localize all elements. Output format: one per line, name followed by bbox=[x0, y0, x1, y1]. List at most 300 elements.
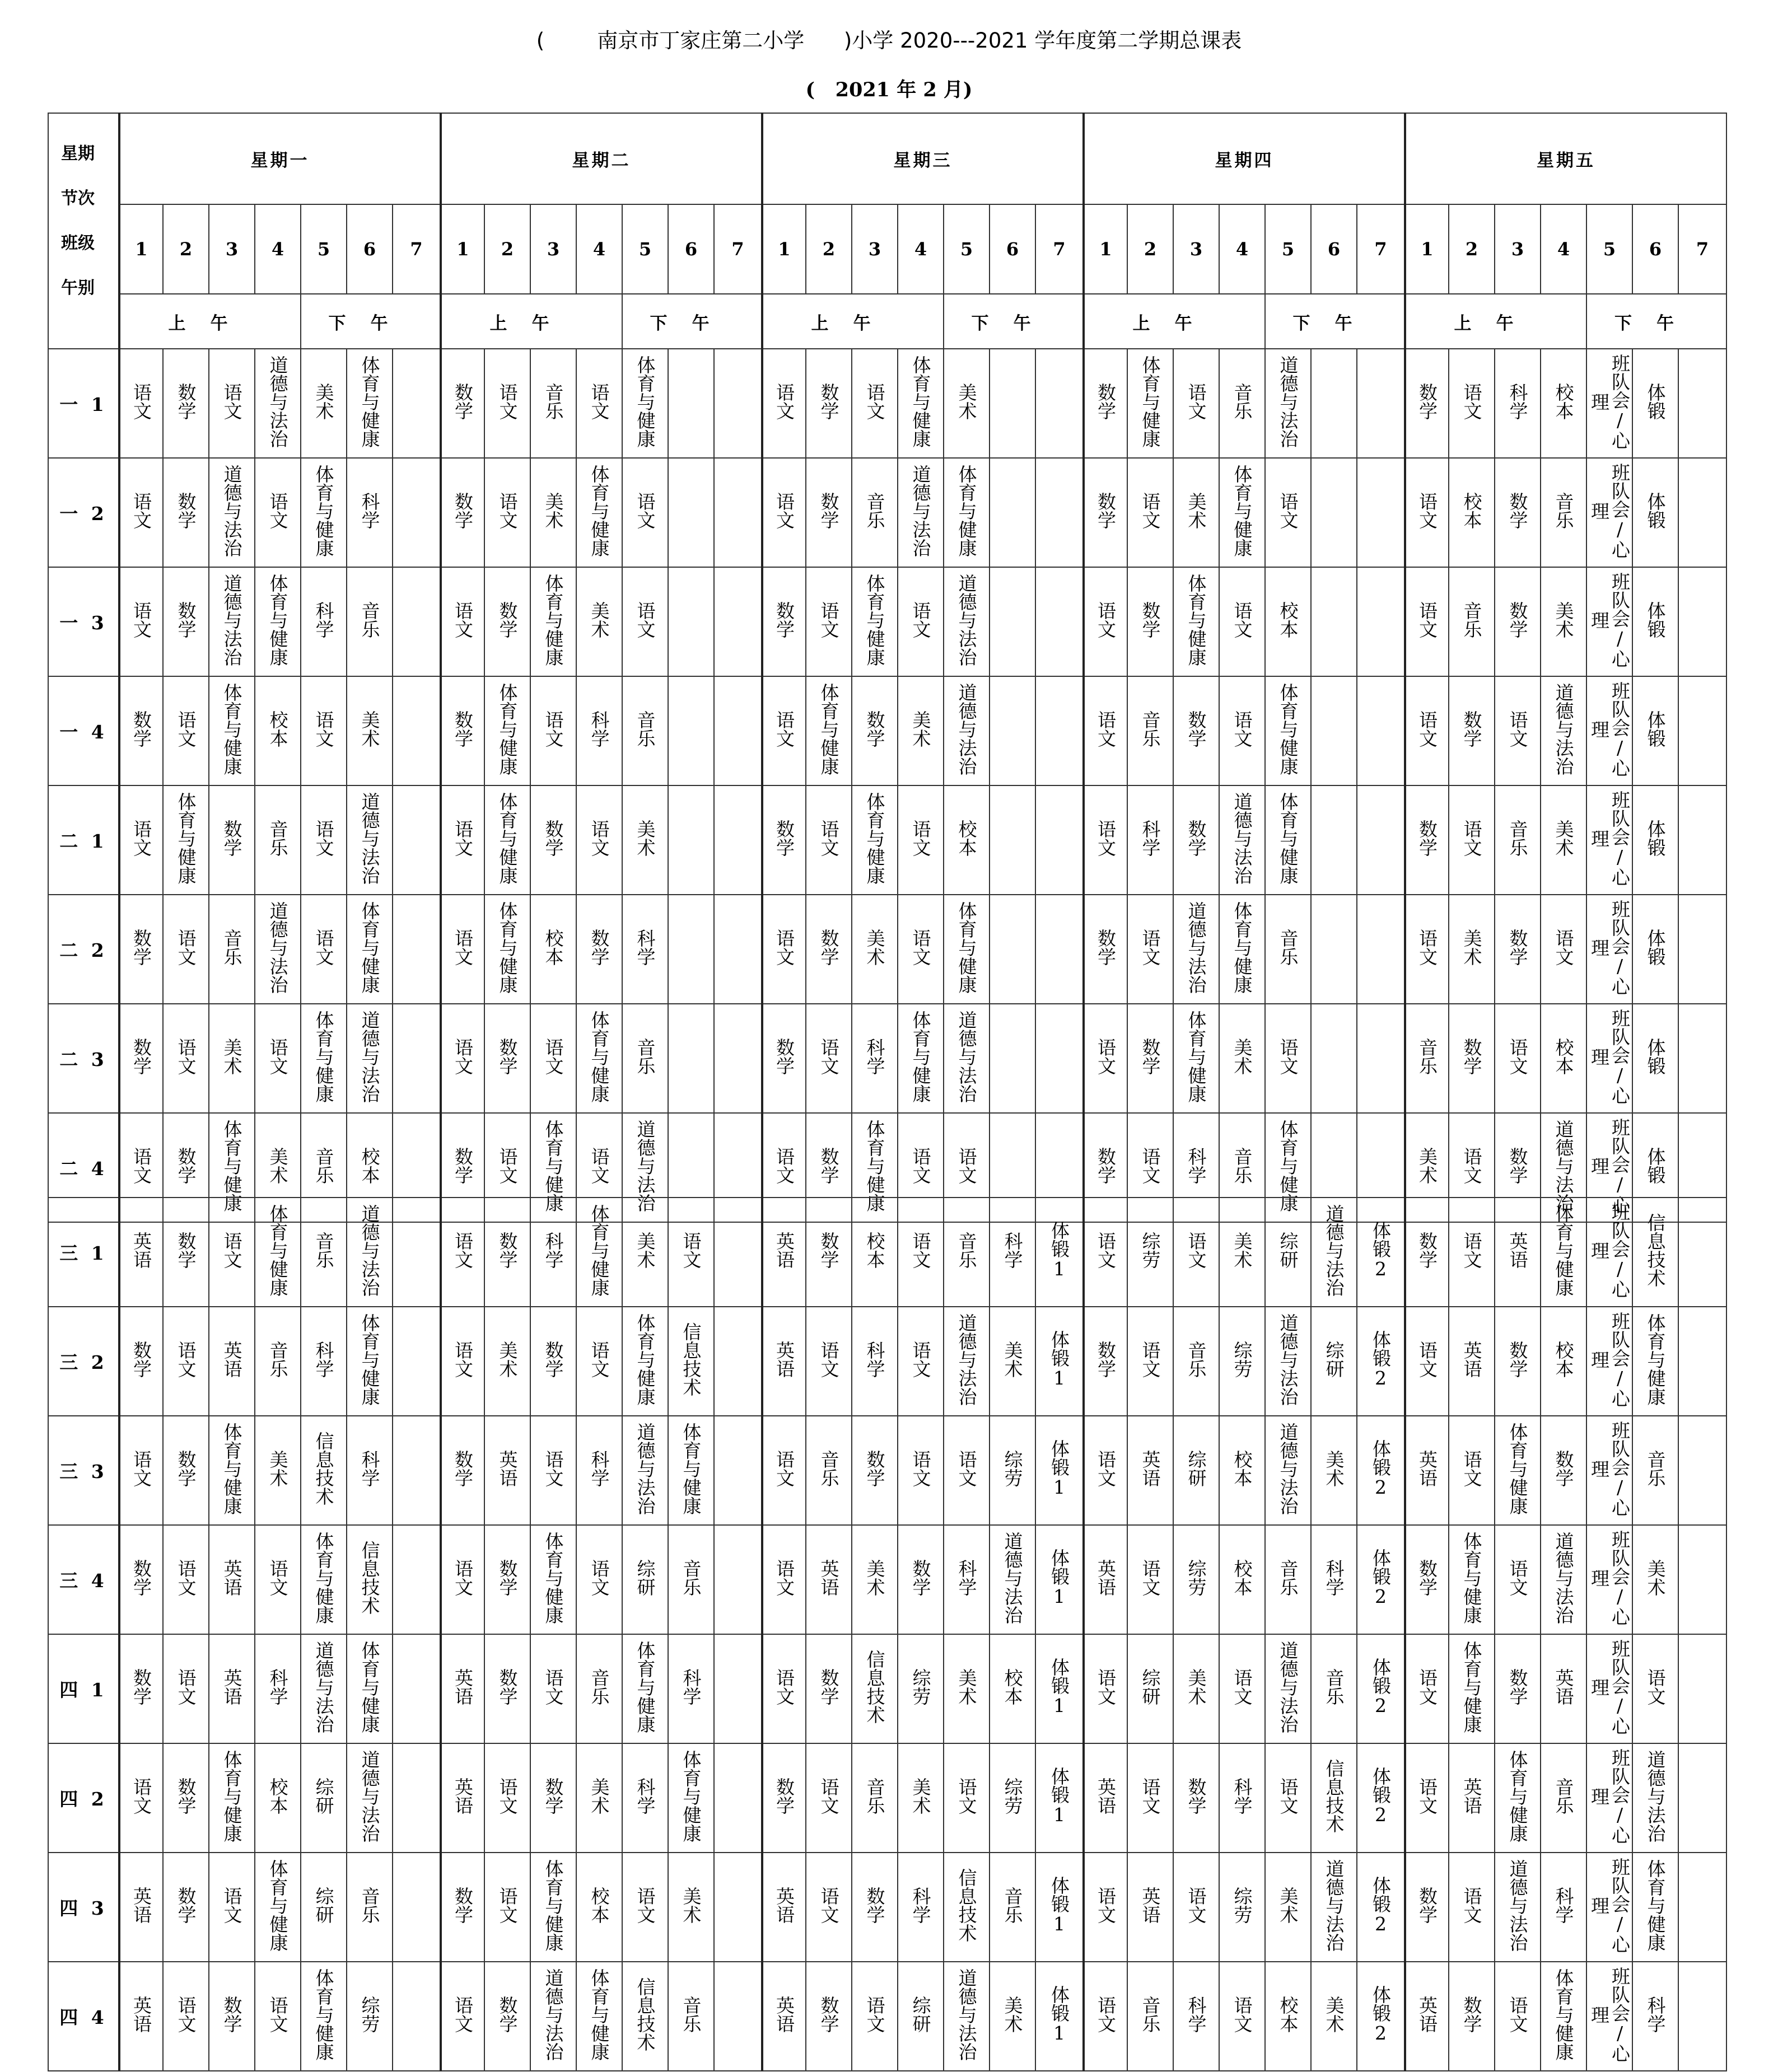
lesson-subject: 综研 bbox=[909, 1996, 932, 2033]
lesson-subject: 数学 bbox=[818, 929, 840, 966]
lesson-cell bbox=[347, 1198, 393, 1307]
lesson-cell bbox=[1173, 1853, 1219, 1962]
lesson-cell bbox=[1405, 1525, 1449, 1634]
lesson-subject: 体锻 bbox=[1644, 1147, 1667, 1184]
lesson-cell bbox=[806, 1525, 852, 1634]
lesson-subject: 道德与法治 bbox=[358, 1204, 381, 1297]
lesson-cell bbox=[898, 895, 944, 1004]
lesson-subject: 校本 bbox=[1552, 1341, 1575, 1378]
lesson-subject: 班队会/心理 bbox=[1588, 1008, 1631, 1105]
lesson-subject: 数学 bbox=[1095, 383, 1117, 420]
lesson-subject: 数学 bbox=[818, 492, 840, 529]
lesson-subject: 英语 bbox=[773, 1996, 795, 2033]
class-name: 四 2 bbox=[48, 1743, 119, 1853]
lesson-cell bbox=[852, 458, 898, 567]
lesson-cell bbox=[1541, 676, 1586, 785]
lesson-subject: 科学 bbox=[1323, 1559, 1345, 1596]
lesson-cell bbox=[530, 1962, 576, 2071]
lesson-cell bbox=[1357, 1743, 1405, 1853]
lesson-cell bbox=[530, 1416, 576, 1525]
lesson-subject: 道德与法治 bbox=[312, 1640, 335, 1733]
lesson-subject: 语文 bbox=[588, 383, 610, 420]
lesson-cell bbox=[1084, 1416, 1127, 1525]
lesson-subject: 音乐 bbox=[1552, 1778, 1575, 1814]
lesson-subject: 语文 bbox=[818, 601, 840, 638]
class-name: 四 4 bbox=[48, 1962, 119, 2071]
lesson-cell bbox=[668, 1307, 714, 1416]
lesson-subject: 体育与健康 bbox=[1644, 1859, 1667, 1952]
lesson-subject: 综劳 bbox=[1001, 1778, 1024, 1814]
lesson-subject: 信息技术 bbox=[955, 1868, 978, 1942]
lesson-subject: 英语 bbox=[221, 1668, 243, 1705]
lesson-cell bbox=[441, 1307, 484, 1416]
lesson-cell bbox=[944, 1307, 990, 1416]
lesson-subject: 科学 bbox=[1139, 820, 1161, 857]
lesson-cell bbox=[1311, 1416, 1357, 1525]
lesson-cell bbox=[347, 1004, 393, 1113]
lesson-subject: 语文 bbox=[130, 1147, 152, 1184]
lesson-subject: 数学 bbox=[130, 1559, 152, 1596]
lesson-cell bbox=[576, 1004, 622, 1113]
lesson-subject: 体育与健康 bbox=[680, 1422, 702, 1515]
lesson-cell bbox=[163, 1307, 209, 1416]
halfday-header-row bbox=[48, 294, 1726, 349]
lesson-subject: 体育与健康 bbox=[909, 355, 932, 448]
lesson-cell bbox=[301, 1634, 347, 1743]
lesson-cell bbox=[209, 895, 255, 1004]
corner-label-class: 班级 bbox=[61, 233, 95, 253]
lesson-cell bbox=[622, 458, 668, 567]
lesson-cell bbox=[1035, 1198, 1084, 1307]
lesson-cell bbox=[347, 1853, 393, 1962]
lesson-cell bbox=[1127, 1307, 1173, 1416]
lesson-subject: 语文 bbox=[909, 1147, 932, 1184]
lesson-cell bbox=[484, 1525, 530, 1634]
lesson-subject: 数学 bbox=[130, 1341, 152, 1378]
lesson-subject: 道德与法治 bbox=[1277, 1313, 1299, 1406]
lesson-subject: 语文 bbox=[1095, 1232, 1117, 1269]
lesson-subject: 语文 bbox=[588, 820, 610, 857]
lesson-cell bbox=[944, 1416, 990, 1525]
lesson-subject: 体锻1 bbox=[1048, 1439, 1070, 1498]
lesson-cell bbox=[1357, 1307, 1405, 1416]
lesson-subject: 数学 bbox=[818, 383, 840, 420]
lesson-cell bbox=[1449, 567, 1495, 676]
lesson-subject: 体育与健康 bbox=[1277, 792, 1299, 885]
lesson-subject: 体育与健康 bbox=[496, 901, 519, 994]
lesson-subject: 班队会/心理 bbox=[1588, 1311, 1631, 1407]
lesson-subject: 科学 bbox=[680, 1668, 702, 1705]
lesson-subject: 数学 bbox=[496, 1996, 519, 2033]
lesson-subject: 科学 bbox=[909, 1887, 932, 1924]
lesson-subject: 语文 bbox=[588, 1147, 610, 1184]
lesson-cell bbox=[898, 1853, 944, 1962]
lesson-subject: 语文 bbox=[909, 1450, 932, 1487]
lesson-subject: 班队会/心理 bbox=[1588, 899, 1631, 995]
lesson-subject: 体育与健康 bbox=[542, 573, 564, 666]
period-number: 7 bbox=[1357, 204, 1405, 294]
lesson-cell bbox=[622, 1525, 668, 1634]
period-number: 5 bbox=[944, 204, 990, 294]
lesson-cell bbox=[762, 895, 806, 1004]
lesson-subject: 校本 bbox=[542, 929, 564, 966]
lesson-subject: 美术 bbox=[267, 1147, 289, 1184]
lesson-subject: 体育与健康 bbox=[312, 464, 335, 557]
lesson-cell bbox=[1541, 1416, 1586, 1525]
lesson-subject: 道德与法治 bbox=[267, 355, 289, 448]
lesson-cell bbox=[1632, 1198, 1678, 1307]
period-number: 1 bbox=[1405, 204, 1449, 294]
class-name: 三 4 bbox=[48, 1525, 119, 1634]
lesson-subject: 科学 bbox=[358, 1450, 381, 1487]
lesson-subject: 语文 bbox=[1416, 929, 1438, 966]
lesson-cell bbox=[1678, 1307, 1726, 1416]
lesson-subject: 语文 bbox=[773, 1668, 795, 1705]
lesson-subject: 数学 bbox=[496, 1559, 519, 1596]
lesson-subject: 语文 bbox=[496, 1778, 519, 1814]
lesson-cell bbox=[1678, 458, 1726, 567]
class-name: 四 1 bbox=[48, 1634, 119, 1743]
lesson-cell bbox=[622, 895, 668, 1004]
lesson-cell bbox=[806, 1962, 852, 2071]
lesson-cell bbox=[714, 1416, 762, 1525]
lesson-subject: 道德与法治 bbox=[358, 1750, 381, 1842]
lesson-cell bbox=[806, 1853, 852, 1962]
lesson-cell bbox=[1265, 895, 1311, 1004]
lesson-cell bbox=[714, 676, 762, 785]
lesson-cell bbox=[1265, 785, 1311, 895]
lesson-subject: 语文 bbox=[909, 1232, 932, 1269]
lesson-cell bbox=[1219, 1004, 1265, 1113]
lesson-cell bbox=[441, 1198, 484, 1307]
lesson-cell bbox=[209, 1416, 255, 1525]
lesson-subject: 校本 bbox=[588, 1887, 610, 1924]
period-number: 1 bbox=[119, 204, 163, 294]
lesson-cell bbox=[163, 567, 209, 676]
lesson-subject: 音乐 bbox=[1323, 1668, 1345, 1705]
lesson-cell bbox=[576, 1525, 622, 1634]
lesson-subject: 体锻1 bbox=[1048, 1875, 1070, 1935]
lesson-cell bbox=[1035, 1307, 1084, 1416]
lesson-cell bbox=[1586, 1743, 1632, 1853]
lesson-cell bbox=[209, 1004, 255, 1113]
lesson-subject: 数学 bbox=[1139, 1038, 1161, 1075]
lesson-subject: 美术 bbox=[542, 492, 564, 529]
lesson-cell bbox=[762, 1634, 806, 1743]
lesson-subject: 音乐 bbox=[588, 1668, 610, 1705]
lesson-cell bbox=[1495, 349, 1541, 458]
lesson-cell bbox=[1495, 1962, 1541, 2071]
lesson-cell bbox=[1035, 1634, 1084, 1743]
lesson-cell bbox=[576, 676, 622, 785]
lesson-cell bbox=[944, 1853, 990, 1962]
lesson-subject: 体育与健康 bbox=[358, 901, 381, 994]
lesson-subject: 道德与法治 bbox=[955, 682, 978, 775]
lesson-cell bbox=[852, 1962, 898, 2071]
lesson-subject: 校本 bbox=[1001, 1668, 1024, 1705]
lesson-subject: 音乐 bbox=[358, 601, 381, 638]
lesson-cell bbox=[898, 1962, 944, 2071]
lesson-cell bbox=[347, 458, 393, 567]
lesson-subject: 语文 bbox=[1139, 1559, 1161, 1596]
lesson-cell bbox=[1586, 1634, 1632, 1743]
lesson-cell bbox=[852, 1743, 898, 1853]
lesson-subject: 科学 bbox=[1644, 1996, 1667, 2033]
lesson-subject: 语文 bbox=[130, 820, 152, 857]
morning-label: 上午 bbox=[762, 294, 944, 349]
lesson-subject: 语文 bbox=[452, 1341, 474, 1378]
lesson-cell bbox=[209, 1525, 255, 1634]
lesson-cell bbox=[1173, 1307, 1219, 1416]
lesson-subject: 体育与健康 bbox=[358, 1313, 381, 1406]
lesson-subject: 语文 bbox=[1277, 1778, 1299, 1814]
lesson-subject: 美术 bbox=[1323, 1450, 1345, 1487]
lesson-subject: 体育与健康 bbox=[542, 1531, 564, 1624]
lesson-cell bbox=[393, 1962, 441, 2071]
lesson-subject: 数学 bbox=[452, 383, 474, 420]
lesson-cell bbox=[347, 1525, 393, 1634]
lesson-subject: 美术 bbox=[1552, 601, 1575, 638]
lesson-cell bbox=[1541, 567, 1586, 676]
lesson-subject: 数学 bbox=[496, 1038, 519, 1075]
lesson-subject: 道德与法治 bbox=[1277, 1640, 1299, 1733]
lesson-subject: 美术 bbox=[1416, 1147, 1438, 1184]
lesson-cell bbox=[1173, 1962, 1219, 2071]
lesson-cell bbox=[441, 458, 484, 567]
period-number: 2 bbox=[484, 204, 530, 294]
period-number: 6 bbox=[1311, 204, 1357, 294]
lesson-cell bbox=[393, 567, 441, 676]
lesson-cell bbox=[762, 567, 806, 676]
lesson-subject: 英语 bbox=[221, 1559, 243, 1596]
lesson-subject: 美术 bbox=[1001, 1341, 1024, 1378]
lesson-cell bbox=[1586, 676, 1632, 785]
lesson-subject: 体锻2 bbox=[1370, 1657, 1392, 1716]
lesson-cell bbox=[1035, 1853, 1084, 1962]
lesson-subject: 体育与健康 bbox=[1506, 1750, 1529, 1842]
lesson-subject: 道德与法治 bbox=[1277, 1422, 1299, 1515]
lesson-cell bbox=[209, 1198, 255, 1307]
lesson-subject: 语文 bbox=[1460, 820, 1483, 857]
lesson-subject: 语文 bbox=[452, 820, 474, 857]
lesson-cell bbox=[1541, 458, 1586, 567]
timetable-top bbox=[48, 113, 1727, 1223]
lesson-subject: 校本 bbox=[1277, 601, 1299, 638]
lesson-subject: 音乐 bbox=[1185, 1341, 1207, 1378]
lesson-cell bbox=[255, 567, 301, 676]
lesson-subject: 音乐 bbox=[542, 383, 564, 420]
lesson-subject: 体锻1 bbox=[1048, 1330, 1070, 1389]
lesson-cell bbox=[1632, 1853, 1678, 1962]
lesson-cell bbox=[1405, 458, 1449, 567]
lesson-subject: 美术 bbox=[312, 383, 335, 420]
lesson-cell bbox=[393, 1004, 441, 1113]
class-row bbox=[48, 1416, 1726, 1525]
lesson-cell bbox=[301, 1416, 347, 1525]
lesson-cell bbox=[576, 1853, 622, 1962]
lesson-subject: 数学 bbox=[1416, 1887, 1438, 1924]
lesson-subject: 数学 bbox=[909, 1559, 932, 1596]
class-name: 一 2 bbox=[48, 458, 119, 567]
lesson-cell bbox=[209, 676, 255, 785]
lesson-cell bbox=[806, 1004, 852, 1113]
lesson-subject: 英语 bbox=[1139, 1450, 1161, 1487]
lesson-cell bbox=[119, 785, 163, 895]
lesson-cell bbox=[484, 1634, 530, 1743]
lesson-cell bbox=[393, 458, 441, 567]
lesson-subject: 体育与健康 bbox=[634, 355, 656, 448]
lesson-cell bbox=[1173, 895, 1219, 1004]
lesson-subject: 语文 bbox=[1460, 1147, 1483, 1184]
lesson-cell bbox=[1678, 895, 1726, 1004]
lesson-subject: 英语 bbox=[1460, 1341, 1483, 1378]
lesson-subject: 语文 bbox=[221, 1887, 243, 1924]
lesson-cell bbox=[1219, 895, 1265, 1004]
day-header-mon: 星期一 bbox=[119, 113, 441, 204]
lesson-subject: 校本 bbox=[267, 1778, 289, 1814]
lesson-cell bbox=[1219, 1853, 1265, 1962]
lesson-subject: 语文 bbox=[1139, 929, 1161, 966]
lesson-subject: 科学 bbox=[955, 1559, 978, 1596]
lesson-subject: 音乐 bbox=[1001, 1887, 1024, 1924]
lesson-subject: 语文 bbox=[130, 1778, 152, 1814]
lesson-subject: 数学 bbox=[588, 929, 610, 966]
lesson-cell bbox=[441, 1853, 484, 1962]
lesson-cell bbox=[393, 349, 441, 458]
lesson-cell bbox=[1035, 567, 1084, 676]
lesson-subject: 科学 bbox=[588, 710, 610, 747]
lesson-cell bbox=[1632, 1634, 1678, 1743]
corner-label-period: 节次 bbox=[61, 189, 95, 208]
lesson-cell bbox=[530, 1525, 576, 1634]
lesson-subject: 科学 bbox=[634, 929, 656, 966]
lesson-cell bbox=[1632, 1004, 1678, 1113]
lesson-subject: 道德与法治 bbox=[1506, 1859, 1529, 1952]
lesson-cell bbox=[622, 1853, 668, 1962]
lesson-cell bbox=[898, 1525, 944, 1634]
lesson-cell bbox=[668, 1525, 714, 1634]
lesson-subject: 语文 bbox=[909, 1341, 932, 1378]
lesson-subject: 道德与法治 bbox=[1001, 1531, 1024, 1624]
lesson-cell bbox=[163, 1198, 209, 1307]
lesson-subject: 音乐 bbox=[1552, 492, 1575, 529]
lesson-cell bbox=[255, 458, 301, 567]
lesson-cell bbox=[1449, 458, 1495, 567]
lesson-cell bbox=[255, 1307, 301, 1416]
lesson-subject: 语文 bbox=[1095, 1887, 1117, 1924]
class-row bbox=[48, 1962, 1726, 2071]
lesson-subject: 数学 bbox=[1416, 1232, 1438, 1269]
lesson-cell bbox=[1173, 676, 1219, 785]
lesson-cell bbox=[255, 785, 301, 895]
lesson-subject: 英语 bbox=[452, 1668, 474, 1705]
lesson-cell bbox=[255, 1525, 301, 1634]
lesson-subject: 体育与健康 bbox=[221, 682, 243, 775]
lesson-cell bbox=[1541, 349, 1586, 458]
lesson-subject: 数学 bbox=[1095, 492, 1117, 529]
afternoon-label: 下午 bbox=[944, 294, 1084, 349]
lesson-cell bbox=[1405, 1634, 1449, 1743]
lesson-subject: 体育与健康 bbox=[864, 573, 886, 666]
lesson-subject: 美术 bbox=[588, 1778, 610, 1814]
lesson-subject: 体育与健康 bbox=[221, 1119, 243, 1212]
lesson-cell bbox=[1632, 458, 1678, 567]
lesson-subject: 体育与健康 bbox=[1231, 464, 1253, 557]
lesson-subject: 语文 bbox=[818, 1778, 840, 1814]
lesson-cell bbox=[1127, 1416, 1173, 1525]
class-name: 二 2 bbox=[48, 895, 119, 1004]
lesson-cell bbox=[1495, 1853, 1541, 1962]
lesson-subject: 体育与健康 bbox=[909, 1010, 932, 1103]
lesson-cell bbox=[301, 349, 347, 458]
lesson-subject: 语文 bbox=[909, 601, 932, 638]
lesson-subject: 美术 bbox=[1231, 1038, 1253, 1075]
lesson-subject: 体育与健康 bbox=[496, 682, 519, 775]
lesson-cell bbox=[1541, 1634, 1586, 1743]
lesson-cell bbox=[1586, 1416, 1632, 1525]
lesson-cell bbox=[1311, 1004, 1357, 1113]
lesson-subject: 语文 bbox=[864, 1996, 886, 2033]
lesson-cell bbox=[1586, 458, 1632, 567]
lesson-cell bbox=[1311, 785, 1357, 895]
lesson-subject: 体锻1 bbox=[1048, 1766, 1070, 1826]
lesson-cell bbox=[1173, 1416, 1219, 1525]
lesson-cell bbox=[1357, 458, 1405, 567]
lesson-cell bbox=[990, 1416, 1035, 1525]
period-number: 3 bbox=[1173, 204, 1219, 294]
class-name: 一 3 bbox=[48, 567, 119, 676]
lesson-subject: 体锻 bbox=[1644, 710, 1667, 747]
lesson-subject: 数学 bbox=[496, 1232, 519, 1269]
lesson-subject: 班队会/心理 bbox=[1588, 1530, 1631, 1626]
lesson-cell bbox=[1541, 1525, 1586, 1634]
lesson-cell bbox=[530, 1634, 576, 1743]
lesson-cell bbox=[119, 1004, 163, 1113]
lesson-cell bbox=[1035, 1525, 1084, 1634]
lesson-subject: 综劳 bbox=[1231, 1887, 1253, 1924]
lesson-subject: 语文 bbox=[1185, 1232, 1207, 1269]
lesson-subject: 音乐 bbox=[1277, 929, 1299, 966]
lesson-subject: 美术 bbox=[221, 1038, 243, 1075]
lesson-cell bbox=[576, 1307, 622, 1416]
lesson-subject: 语文 bbox=[1139, 492, 1161, 529]
lesson-cell bbox=[990, 1962, 1035, 2071]
lesson-cell bbox=[1678, 1416, 1726, 1525]
lesson-subject: 综研 bbox=[634, 1559, 656, 1596]
lesson-subject: 科学 bbox=[634, 1778, 656, 1814]
period-number: 4 bbox=[898, 204, 944, 294]
lesson-cell bbox=[576, 1743, 622, 1853]
lesson-subject: 综劳 bbox=[1139, 1232, 1161, 1269]
lesson-cell bbox=[1035, 1416, 1084, 1525]
lesson-subject: 音乐 bbox=[680, 1996, 702, 2033]
lesson-subject: 英语 bbox=[496, 1450, 519, 1487]
lesson-subject: 数学 bbox=[130, 1668, 152, 1705]
lesson-subject: 体育与健康 bbox=[542, 1859, 564, 1952]
lesson-cell bbox=[1678, 1743, 1726, 1853]
lesson-cell bbox=[163, 458, 209, 567]
lesson-cell bbox=[576, 1416, 622, 1525]
lesson-cell bbox=[1541, 1962, 1586, 2071]
lesson-subject: 数学 bbox=[175, 1232, 197, 1269]
lesson-cell bbox=[990, 1743, 1035, 1853]
lesson-cell bbox=[530, 1004, 576, 1113]
lesson-cell bbox=[714, 1743, 762, 1853]
lesson-subject: 美术 bbox=[864, 1559, 886, 1596]
lesson-subject: 数学 bbox=[818, 1232, 840, 1269]
lesson-subject: 信息技术 bbox=[680, 1322, 702, 1396]
lesson-cell bbox=[163, 1525, 209, 1634]
